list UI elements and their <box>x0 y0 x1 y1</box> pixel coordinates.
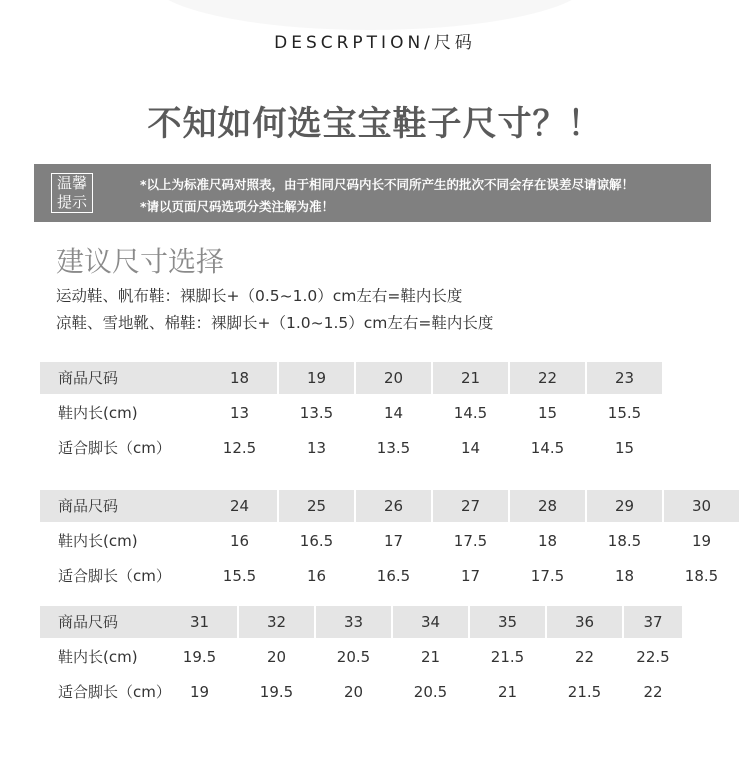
table-3-inner-length-label: 鞋内长(cm) <box>58 648 138 666</box>
description-header: DESCRPTION/尺码 <box>274 33 476 53</box>
table-1-foot-length-cell: 12.5 <box>222 439 257 457</box>
table-2-size-cell: 27 <box>433 490 508 522</box>
table-1-size-cell: 23 <box>587 362 662 394</box>
table-3-foot-length-cell: 19 <box>189 683 210 701</box>
table-3-foot-length-cell: 22 <box>643 683 663 701</box>
decorative-arc <box>150 0 590 30</box>
table-3-size-label: 商品尺码 <box>40 606 162 638</box>
table-2-inner-length-cell: 18 <box>537 532 558 550</box>
table-3-size-cell: 36 <box>547 606 622 638</box>
table-1-foot-length-cell: 15 <box>614 439 635 457</box>
table-2-inner-length-cell: 18.5 <box>607 532 642 550</box>
recommendation-line-1: 运动鞋、帆布鞋：裸脚长+（0.5~1.0）cm左右=鞋内长度 <box>56 287 463 305</box>
table-1-size-label: 商品尺码 <box>40 362 202 394</box>
table-1-size-cell: 22 <box>510 362 585 394</box>
table-1-size-cell: 18 <box>202 362 277 394</box>
table-1-inner-length-cell: 13 <box>229 404 250 422</box>
table-1-size-cell: 21 <box>433 362 508 394</box>
table-2-size-cell: 28 <box>510 490 585 522</box>
table-3-size-cell: 34 <box>393 606 468 638</box>
table-2-size-cell: 25 <box>279 490 354 522</box>
table-3-foot-length-cell: 21 <box>497 683 518 701</box>
table-1-inner-length-cell: 14 <box>383 404 404 422</box>
table-2-foot-length-cell: 17 <box>460 567 481 585</box>
notice-line-2: *请以页面尺码选项分类注解为准！ <box>140 199 335 214</box>
notice-badge-line2: 提示 <box>56 193 87 211</box>
table-2-size-cell: 26 <box>356 490 431 522</box>
notice-banner <box>34 164 711 222</box>
table-2-inner-length-cell: 16.5 <box>299 532 334 550</box>
page-title: 不知如何选宝宝鞋子尺寸？！ <box>147 104 603 144</box>
table-2-inner-length-cell: 19 <box>691 532 712 550</box>
table-3-inner-length-cell: 20.5 <box>336 648 371 666</box>
table-3-size-cell: 37 <box>624 606 682 638</box>
table-2-foot-length-cell: 15.5 <box>222 567 257 585</box>
table-1-inner-length-label: 鞋内长(cm) <box>58 404 138 422</box>
notice-badge-line1: 温馨 <box>56 174 87 192</box>
table-2-foot-length-cell: 16.5 <box>376 567 411 585</box>
table-1-inner-length-cell: 13.5 <box>299 404 334 422</box>
table-3-size-cell: 33 <box>316 606 391 638</box>
table-1-foot-length-cell: 13 <box>306 439 327 457</box>
table-3-size-cell: 35 <box>470 606 545 638</box>
table-1-size-cell: 19 <box>279 362 354 394</box>
table-1-inner-length-cell: 15.5 <box>607 404 642 422</box>
table-2-inner-length-cell: 17.5 <box>453 532 488 550</box>
table-3-inner-length-cell: 20 <box>266 648 287 666</box>
recommendation-line-2: 凉鞋、雪地靴、棉鞋：裸脚长+（1.0~1.5）cm左右=鞋内长度 <box>56 314 494 332</box>
table-2-size-cell: 29 <box>587 490 662 522</box>
table-2-size-cell: 30 <box>664 490 739 522</box>
table-1-foot-length-cell: 13.5 <box>376 439 411 457</box>
recommendation-title: 建议尺寸选择 <box>56 245 225 278</box>
table-2-foot-length-cell: 18 <box>614 567 635 585</box>
table-3-foot-length-cell: 20.5 <box>413 683 448 701</box>
table-2-size-cell: 24 <box>202 490 277 522</box>
notice-text <box>140 174 634 218</box>
table-3-inner-length-cell: 21.5 <box>490 648 525 666</box>
table-1-foot-length-cell: 14.5 <box>530 439 565 457</box>
table-2-size-label: 商品尺码 <box>40 490 202 522</box>
table-2-foot-length-cell: 17.5 <box>530 567 565 585</box>
table-1-inner-length-cell: 14.5 <box>453 404 488 422</box>
table-3-foot-length-label: 适合脚长（cm） <box>58 683 171 701</box>
table-1-size-cell: 20 <box>356 362 431 394</box>
table-1-foot-length-cell: 14 <box>460 439 481 457</box>
table-3-inner-length-cell: 22 <box>574 648 595 666</box>
table-3-size-cell: 32 <box>239 606 314 638</box>
table-2-foot-length-cell: 16 <box>306 567 327 585</box>
table-3-size-cell: 31 <box>162 606 237 638</box>
table-2-foot-length-label: 适合脚长（cm） <box>58 567 171 585</box>
table-3-foot-length-cell: 20 <box>343 683 364 701</box>
table-3-foot-length-cell: 21.5 <box>567 683 602 701</box>
table-2-inner-length-cell: 16 <box>229 532 250 550</box>
table-2-inner-length-cell: 17 <box>383 532 404 550</box>
notice-badge <box>51 173 93 213</box>
table-1-inner-length-cell: 15 <box>537 404 558 422</box>
table-3-inner-length-cell: 22.5 <box>636 648 670 666</box>
table-3-foot-length-cell: 19.5 <box>259 683 294 701</box>
notice-line-1: *以上为标准尺码对照表，由于相同尺码内长不同所产生的批次不同会存在误差尽请谅解！ <box>140 177 635 192</box>
table-3-inner-length-cell: 19.5 <box>182 648 217 666</box>
table-1-foot-length-label: 适合脚长（cm） <box>58 439 171 457</box>
table-3-inner-length-cell: 21 <box>420 648 441 666</box>
table-2-foot-length-cell: 18.5 <box>684 567 719 585</box>
table-2-inner-length-label: 鞋内长(cm) <box>58 532 138 550</box>
